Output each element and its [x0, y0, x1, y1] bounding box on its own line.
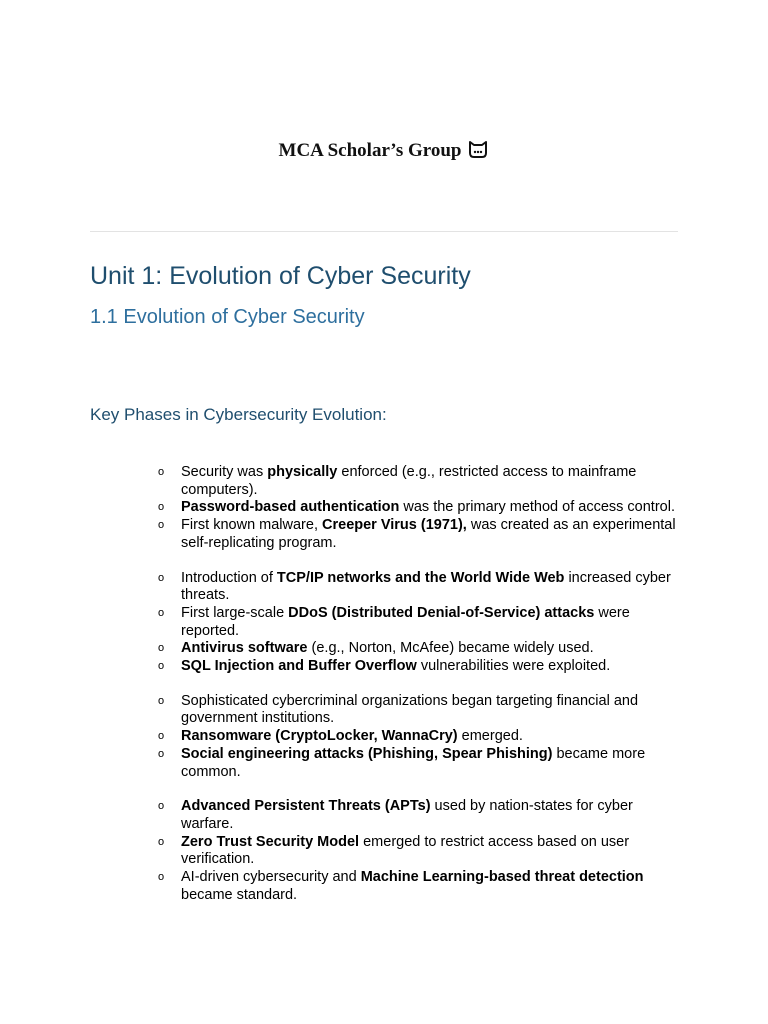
bullet-group [158, 693, 678, 782]
item-emphasis: Ransomware (CryptoLocker, WannaCry) [181, 728, 458, 745]
item-emphasis: Social engineering attacks (Phishing, Spear Phishing) [181, 745, 553, 762]
item-emphasis: Creeper Virus (1971), [322, 517, 467, 534]
list-item [158, 869, 678, 904]
item-emphasis: Antivirus software [181, 640, 308, 657]
bullet-marker: o [158, 730, 165, 743]
list-item [158, 746, 678, 781]
bullet-marker: o [158, 747, 165, 760]
item-text: was the primary method of access control. [399, 499, 675, 516]
bullet-marker: o [158, 800, 165, 813]
bullet-group [158, 798, 678, 904]
item-text: First large-scale [181, 604, 289, 621]
item-text: Security was [181, 464, 268, 480]
unit-heading: Unit 1: Evolution of Cyber Security [90, 262, 471, 290]
item-emphasis: Password-based authentication [181, 499, 400, 516]
bullet-group [158, 464, 678, 553]
list-item [158, 834, 678, 869]
header-divider [90, 231, 678, 232]
bullet-marker: o [158, 501, 165, 514]
list-item [158, 658, 678, 676]
item-text: First known malware, [181, 517, 323, 534]
group-title: MCA Scholar’s Group [278, 140, 462, 161]
item-text: AI-driven cybersecurity and [181, 869, 361, 886]
item-emphasis: SQL Injection and Buffer Overflow [181, 658, 417, 675]
phases-bullet-list [158, 464, 678, 904]
item-text: emerged. [457, 728, 523, 745]
item-emphasis: Advanced Persistent Threats (APTs) [181, 798, 431, 815]
item-emphasis: TCP/IP networks and the World Wide Web [276, 569, 565, 586]
list-item [158, 798, 678, 833]
item-text: increased cyber threats. [181, 569, 671, 604]
item-text: became more common. [181, 745, 646, 780]
item-text: Introduction of [181, 569, 277, 586]
list-item [158, 605, 678, 640]
list-item [158, 570, 678, 605]
bullet-group [158, 570, 678, 676]
item-emphasis: DDoS (Distributed Denial-of-Service) attacks [288, 604, 595, 621]
item-text: vulnerabilities were exploited. [416, 658, 611, 675]
item-text: was created as an experimental self-replicating program. [181, 517, 676, 551]
item-text: were reported. [181, 604, 630, 639]
bullet-marker: o [158, 606, 165, 619]
item-text: emerged to restrict access based on user verification. [181, 833, 630, 868]
item-emphasis: Machine Learning-based threat detection [360, 869, 644, 886]
item-text: Sophisticated cybercriminal organizations began targeting financial and government institutions. [181, 692, 639, 727]
bullet-marker: o [158, 835, 165, 848]
item-text: enforced (e.g., restricted access to mainframe computers). [181, 464, 637, 498]
bullet-marker: o [158, 694, 165, 707]
bullet-marker: o [158, 519, 165, 532]
page-header [0, 138, 768, 167]
item-text: used by nation-states for cyber warfare. [181, 798, 633, 832]
bullet-marker: o [158, 871, 165, 884]
phases-heading: Key Phases in Cybersecurity Evolution: [90, 405, 387, 424]
item-emphasis: Zero Trust Security Model [181, 833, 360, 850]
section-heading: 1.1 Evolution of Cyber Security [90, 306, 365, 328]
list-item [158, 693, 678, 728]
bullet-marker: o [158, 660, 165, 673]
item-text: (e.g., Norton, McAfee) became widely used. [307, 640, 594, 657]
list-item [158, 640, 678, 658]
bullet-marker: o [158, 466, 165, 478]
list-item [158, 464, 678, 499]
list-item [158, 728, 678, 746]
bullet-marker: o [158, 642, 165, 655]
item-text: became standard. [181, 886, 298, 903]
item-emphasis: physically [267, 464, 338, 480]
bullet-marker: o [158, 571, 165, 584]
cat-face-icon [467, 139, 489, 167]
list-item [158, 499, 678, 517]
list-item [158, 517, 678, 552]
